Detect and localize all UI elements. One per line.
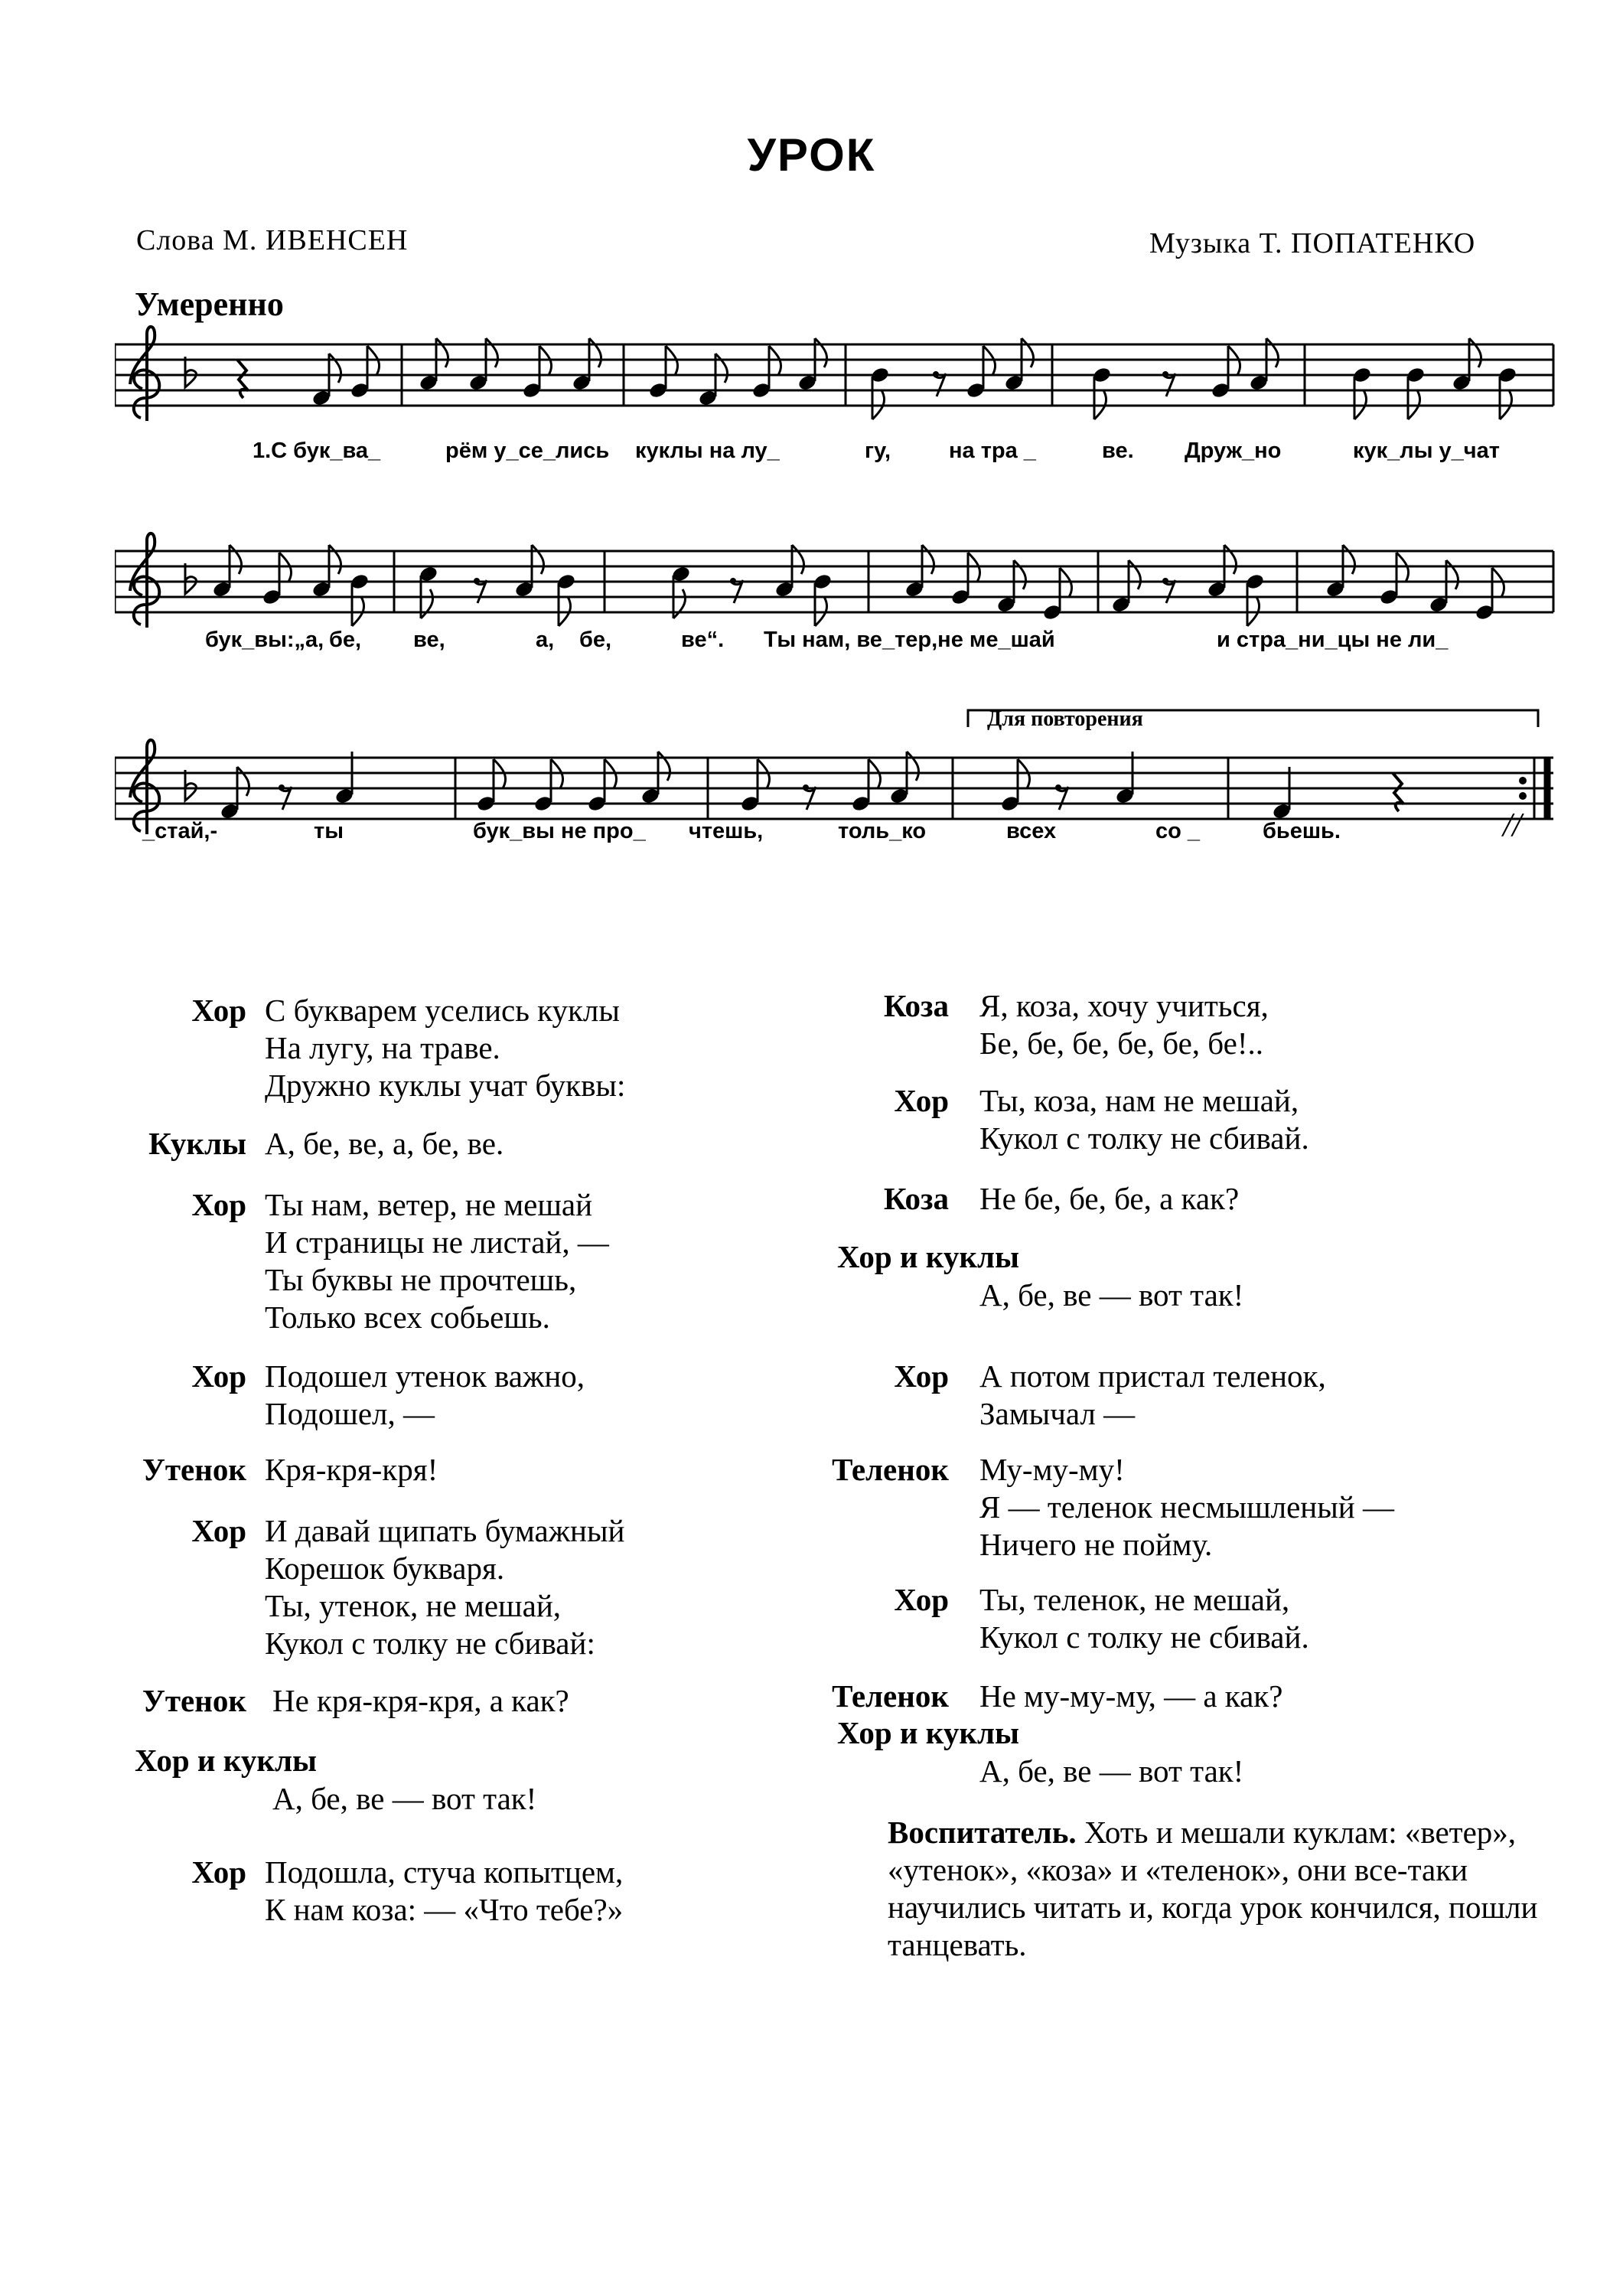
lyric-syllable: Ты нам, ве_тер,не ме_шай bbox=[764, 628, 1055, 652]
dialogue-lines: Не кря-кря-кря, а как? bbox=[272, 1683, 569, 1718]
lyric-syllable: и стра_ни_цы не ли_ bbox=[1217, 628, 1449, 652]
dialogue-lines: А, бе, ве — вот так! bbox=[272, 1781, 537, 1816]
speaker-label: Хор bbox=[894, 1358, 949, 1394]
speaker-label: Утенок bbox=[142, 1452, 246, 1487]
lyric-syllable: ве“. bbox=[681, 628, 725, 652]
speaker-label: Коза bbox=[883, 1181, 949, 1216]
dialogue-lines: Не му-му-му, — а как? bbox=[979, 1678, 1283, 1714]
speaker-label: Хор bbox=[894, 1083, 949, 1118]
speaker-label: Хор bbox=[191, 1513, 246, 1548]
speaker-label: Хор bbox=[191, 1187, 246, 1222]
lyric-syllable: гу, bbox=[865, 439, 891, 463]
speaker-label: Хор bbox=[894, 1582, 949, 1617]
dialogue-lines: Ты нам, ветер, не мешай И страницы не листай, — Ты буквы не прочтешь, Только всех собьешь. bbox=[265, 1187, 609, 1335]
dialogue-lines: Подошла, стуча копытцем, К нам коза: — «Что тебе?» bbox=[265, 1854, 624, 1927]
music-credit: Музыка Т. ПОПАТЕНКО bbox=[1149, 227, 1476, 259]
tempo-marking: Умеренно bbox=[135, 285, 284, 323]
sheet-music bbox=[115, 314, 1569, 895]
staff-1-lyrics bbox=[0, 439, 1623, 469]
staff-1 bbox=[115, 327, 1553, 421]
speaker-label: Хор и куклы bbox=[837, 1715, 1019, 1750]
lyric-syllable: бук_вы не про_ bbox=[473, 819, 646, 843]
speaker-label: Хор bbox=[191, 1854, 246, 1890]
lyric-syllable: куклы на лу_ bbox=[635, 439, 780, 463]
lyric-syllable: бе, bbox=[579, 628, 612, 652]
dialogue-lines: Кря-кря-кря! bbox=[265, 1452, 438, 1487]
staff-2-lyrics bbox=[0, 628, 1623, 658]
song-title: УРОК bbox=[747, 129, 876, 181]
repeat-label: Для повторения bbox=[987, 707, 1143, 731]
speaker-label: Куклы bbox=[148, 1126, 246, 1161]
speaker-label: Теленок bbox=[832, 1452, 949, 1487]
lyric-syllable: кук_лы у_чат bbox=[1353, 439, 1500, 463]
dialogue-lines: Подошел утенок важно, Подошел, — bbox=[265, 1358, 585, 1431]
lyric-syllable: всех bbox=[1006, 819, 1057, 843]
narrator-paragraph bbox=[888, 1814, 1553, 1964]
dialogue-lines: С букварем уселись куклы На лугу, на траве. Дружно куклы учат буквы: bbox=[265, 993, 626, 1103]
narrator-text: Хоть и мешали куклам: «ветер», «утенок», «коза» и «теленок», они все-таки научились читать и, когда урок кончился, пошли танцевать. bbox=[888, 1815, 1538, 1962]
lyric-syllable: 1.С бук_ва_ bbox=[253, 439, 381, 463]
lyric-syllable: Друж_но bbox=[1185, 439, 1282, 463]
dialogue-lines: Не бе, бе, бе, а как? bbox=[979, 1181, 1240, 1216]
lyric-syllable: ве, bbox=[413, 628, 445, 652]
lyric-syllable: со _ bbox=[1155, 819, 1201, 843]
dialogue-lines: А, бе, ве — вот так! bbox=[979, 1277, 1244, 1313]
speaker-label: Теленок bbox=[832, 1678, 949, 1714]
staff-3-lyrics bbox=[0, 819, 1623, 850]
lyrics-credit: Слова М. ИВЕНСЕН bbox=[136, 224, 409, 256]
speaker-label: Хор и куклы bbox=[837, 1239, 1019, 1274]
dialogue-lines: Ты, коза, нам не мешай, Кукол с толку не сбивай. bbox=[979, 1083, 1309, 1156]
dialogue-lines: А, бе, ве — вот так! bbox=[979, 1753, 1244, 1789]
dialogue-lines: Я, коза, хочу учиться, Бе, бе, бе, бе, бе, бе!.. bbox=[979, 988, 1269, 1061]
speaker-label: Хор bbox=[191, 1358, 246, 1394]
staff-2 bbox=[115, 533, 1553, 628]
verse-end-mark: // bbox=[1503, 806, 1522, 843]
dialogue-lines: Му-му-му! Я — теленок несмышленый — Ничего не пойму. bbox=[979, 1452, 1394, 1562]
lyric-syllable: бук_вы:„а, bbox=[205, 628, 324, 652]
narrator-label: Воспитатель. bbox=[888, 1815, 1077, 1850]
lyric-syllable: ве. bbox=[1102, 439, 1134, 463]
lyric-syllable: на тра _ bbox=[949, 439, 1036, 463]
dialogue-lines: И давай щипать бумажный Корешок букваря. Ты, утенок, не мешай, Кукол с толку не сбивай: bbox=[265, 1513, 625, 1661]
lyric-syllable: толь_ко bbox=[838, 819, 927, 843]
speaker-label: Коза bbox=[883, 988, 949, 1023]
speaker-label: Утенок bbox=[142, 1683, 246, 1718]
dialogue-lines: А потом пристал теленок, Замычал — bbox=[979, 1358, 1326, 1431]
lyric-syllable: чтешь, bbox=[689, 819, 764, 843]
lyric-syllable: _стай,- bbox=[142, 819, 218, 843]
lyric-syllable: а, bbox=[536, 628, 555, 652]
dialogue-lines: А, бе, ве, а, бе, ве. bbox=[265, 1126, 504, 1161]
speaker-label: Хор bbox=[191, 993, 246, 1028]
lyric-syllable: бьешь. bbox=[1263, 819, 1341, 843]
lyric-syllable: ты bbox=[314, 819, 344, 843]
speaker-label: Хор и куклы bbox=[135, 1743, 317, 1778]
staff-3 bbox=[115, 710, 1553, 834]
lyric-syllable: рём у_се_лись bbox=[445, 439, 610, 463]
dialogue-lines: Ты, теленок, не мешай, Кукол с толку не сбивай. bbox=[979, 1582, 1309, 1655]
lyric-syllable: бе, bbox=[329, 628, 362, 652]
